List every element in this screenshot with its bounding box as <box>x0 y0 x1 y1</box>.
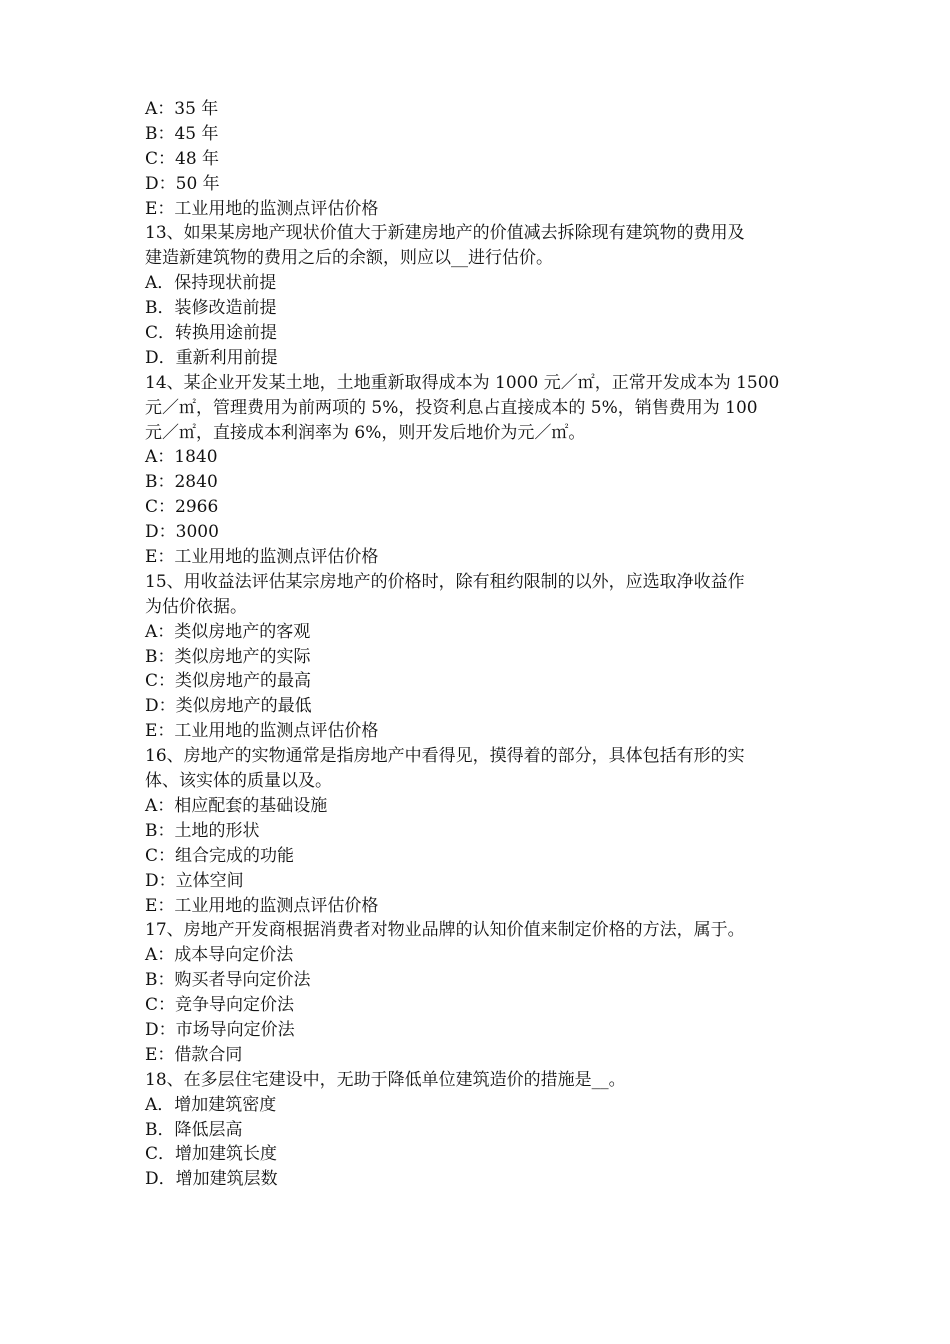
option-a-q18: A．增加建筑密度 <box>145 1094 277 1115</box>
option-b-q18: B．降低层高 <box>145 1119 243 1140</box>
question-17: 17、房地产开发商根据消费者对物业品牌的认知价值来制定价格的方法，属于。 <box>145 920 745 941</box>
option-d-q16: D：立体空间 <box>145 870 244 891</box>
option-b-q15: B：类似房地产的实际 <box>145 646 311 667</box>
option-e-q14: E：工业用地的监测点评估价格 <box>145 547 379 568</box>
option-b-q14: B：2840 <box>145 472 218 493</box>
question-14-line-2: 元／㎡，管理费用为前两项的 5%，投资利息占直接成本的 5%，销售费用为 100 <box>145 397 758 418</box>
document-body <box>145 97 811 1192</box>
question-14-line-1: 14、某企业开发某土地，土地重新取得成本为 1000 元／㎡，正常开发成本为 1500 <box>145 372 780 393</box>
option-c-q18: C．增加建筑长度 <box>145 1144 278 1165</box>
question-15-line-2: 为估价依据。 <box>145 596 247 617</box>
option-e-q12: E：工业用地的监测点评估价格 <box>145 198 379 219</box>
option-b-q12: B：45 年 <box>145 123 219 144</box>
question-15-line-1: 15、用收益法评估某宗房地产的价格时，除有租约限制的以外，应选取净收益作 <box>145 571 745 592</box>
option-a-q15: A：类似房地产的客观 <box>145 621 311 642</box>
option-c-q13: C．转换用途前提 <box>145 323 278 344</box>
option-d-q12: D：50 年 <box>145 173 220 194</box>
option-a-q14: A：1840 <box>145 447 218 468</box>
option-c-q17: C：竞争导向定价法 <box>145 995 295 1016</box>
option-b-q17: B：购买者导向定价法 <box>145 970 311 991</box>
question-13-line-2: 建造新建筑物的费用之后的余额，则应以__进行估价。 <box>145 248 553 269</box>
option-a-q17: A：成本导向定价法 <box>145 945 294 966</box>
option-c-q15: C：类似房地产的最高 <box>145 671 312 692</box>
option-e-q16: E：工业用地的监测点评估价格 <box>145 895 379 916</box>
option-b-q16: B：土地的形状 <box>145 820 260 841</box>
option-e-q17: E：借款合同 <box>145 1044 243 1065</box>
option-a-q12: A：35 年 <box>145 99 219 119</box>
option-e-q15: E：工业用地的监测点评估价格 <box>145 721 379 742</box>
option-a-q13: A．保持现状前提 <box>145 273 277 294</box>
option-d-q18: D．增加建筑层数 <box>145 1169 278 1190</box>
option-c-q16: C：组合完成的功能 <box>145 845 295 866</box>
question-14-line-3: 元／㎡，直接成本利润率为 6%，则开发后地价为元／㎡。 <box>145 422 586 443</box>
option-b-q13: B．装修改造前提 <box>145 298 277 319</box>
question-18: 18、在多层住宅建设中，无助于降低单位建筑造价的措施是__。 <box>145 1069 626 1090</box>
option-c-q14: C：2966 <box>145 497 219 518</box>
option-c-q12: C：48 年 <box>145 148 220 169</box>
option-a-q16: A：相应配套的基础设施 <box>145 795 328 816</box>
question-16-line-1: 16、房地产的实物通常是指房地产中看得见，摸得着的部分，具体包括有形的实 <box>145 746 745 767</box>
option-d-q14: D：3000 <box>145 522 219 543</box>
option-d-q15: D：类似房地产的最低 <box>145 696 312 717</box>
option-d-q17: D：市场导向定价法 <box>145 1019 295 1040</box>
question-16-line-2: 体、该实体的质量以及。 <box>145 771 332 792</box>
question-13-line-1: 13、如果某房地产现状价值大于新建房地产的价值减去拆除现有建筑物的费用及 <box>145 223 745 244</box>
option-d-q13: D．重新利用前提 <box>145 347 278 368</box>
